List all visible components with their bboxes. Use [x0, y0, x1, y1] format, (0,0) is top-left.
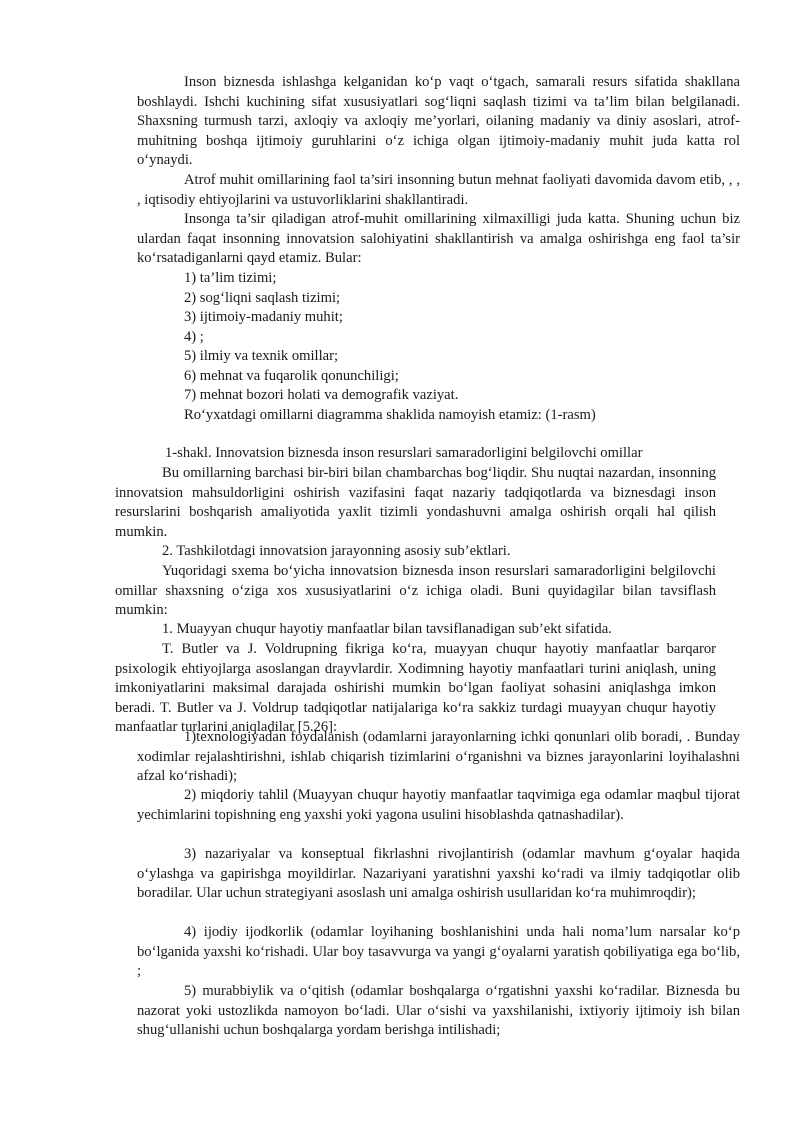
scheme-paragraph: Yuqoridagi sxema bo‘yicha innovatsion biznesda inson resurslari samaradorligini belgilovchi omillar shaxsning o‘ziga xos xususiyatlarini o‘z ichiga oladi. Buni quyidagilar bilan tavsiflash mumkin:	[115, 563, 716, 619]
interest-item-quantitative: 2) miqdoriy tahlil (Muayyan chuqur hayotiy manfaatlar taqvimiga ega odamlar maqbul tijorat yechimlarini topishning eng yaxshi yoki yagona usulini hisoblashda qatnashadilar).	[137, 787, 740, 823]
subject-heading: 1. Muayyan chuqur hayotiy manfaatlar bilan tavsiflanadigan sub’ekt sifatida.	[162, 621, 612, 637]
interest-item-theory: 3) nazariyalar va konseptual fikrlashni rivojlantirish (odamlar mavhum g‘oyalar haqida o‘ylashga va gapirishga moyildirlar. Nazariyani yaratishni yaxshi ko‘radi va ilmiy tadqiqotlar olib boradilar. Ular uchun strategiyani asoslash uni amalga oshirish usullaridan ko‘ra muhimroqdir);	[137, 846, 740, 902]
interest-item-mentoring: 5) murabbiylik va o‘qitish (odamlar boshqalarga o‘rgatishni yaxshi ko‘radilar. Biznesda bu nazorat yoki ustozlikda namoyon bo‘ladi. Ular o‘sishi va yaxshilanishi, ixtiyoriy ijtimoiy ish bilan shug‘ullanishi uchun boshqalarga yordam berishga intilishadi;	[137, 983, 740, 1039]
figure-caption: 1-shakl. Innovatsion biznesda inson resurslari samaradorligini belgilovchi omillar	[165, 445, 643, 461]
intro-paragraph: Inson biznesda ishlashga kelganidan ko‘p vaqt o‘tgach, samarali resurs sifatida shakllana boshlaydi. Ishchi kuchining sifat xususiyatlari sog‘liqni saqlash tizimi va ta’lim bilan belgilanadi. Shaxsning turmush tarzi, axloqiy va axloqiy me’yorlari, oilaning madaniy va diniy asoslari, atrof-muhitning boshqa ijtimoiy guruhlarini o‘z ichiga olgan ijtimoiy-madaniy muhit juda katta rol o‘ynaydi.	[137, 74, 740, 169]
factor-list-item: 3) ijtimoiy-madaniy muhit;	[184, 309, 343, 325]
section-heading: 2. Tashkilotdagi innovatsion jarayonning asosiy sub’ektlari.	[162, 543, 511, 559]
diagram-reference: Ro‘yxatdagi omillarni diagramma shaklida namoyish etamiz: (1-rasm)	[184, 407, 596, 423]
factor-list-item: 6) mehnat va fuqarolik qonunchiligi;	[184, 368, 399, 384]
factor-list-item: 2) sog‘liqni saqlash tizimi;	[184, 290, 341, 306]
interest-item-technology: 1)texnologiyadan foydalanish (odamlarni jarayonlarning ichki qonunlari olib boradi, . Bunday xodimlar rejalashtirishni, ishlab chiqarish tizimlarini o‘rganishni va biznes jarayonlarini loyihalashni afzal ko‘rishadi);	[137, 729, 740, 785]
factor-list-item: 7) mehnat bozori holati va demografik vaziyat.	[184, 387, 459, 403]
factor-list-item: 4) ;	[184, 329, 204, 345]
factors-intro-paragraph: Insonga ta’sir qiladigan atrof-muhit omillarining xilmaxilligi juda katta. Shuning uchun biz ulardan faqat insonning innovatsion salohiyatini shakllantirish va amalga oshirishga eng faol ta’sir ko‘rsatadiganlarni qayd etamiz. Bular:	[137, 211, 740, 267]
factor-list-item: 1) ta’lim tizimi;	[184, 270, 277, 286]
factor-list-item: 5) ilmiy va texnik omillar;	[184, 348, 339, 364]
integration-paragraph: Bu omillarning barchasi bir-biri bilan chambarchas bog‘liqdir. Shu nuqtai nazardan, insonning innovatsion mahsuldorligini oshirish vazifasini faqat nazariy tadqiqotlarda va biznesdagi inson resurslarini boshqarish amaliyotida yaxlit tizimli yondashuvni amalga oshirish orqali hal qilish mumkin.	[115, 465, 716, 540]
environment-paragraph: Atrof muhit omillarining faol ta’siri insonning butun mehnat faoliyati davomida davom etib, , , , iqtisodiy ehtiyojlarini va ustuvorliklarini shakllantiradi.	[137, 172, 740, 208]
butler-voldrup-paragraph: T. Butler va J. Voldrupning fikriga ko‘ra, muayyan chuqur hayotiy manfaatlar barqaror psixologik ehtiyojlarga asoslangan drayvlardir. Xodimning hayotiy manfaatlari turini aniqlash, uning imkoniyatlarini maksimal darajada oshirishi mumkin bo‘lgan faoliyat sohasini aniqlashga imkon beradi. T. Butler va J. Voldrup tadqiqotlar natijalariga ko‘ra sakkiz turdagi muayyan chuqur hayotiy manfaatlar turlarini aniqladilar [5.26]:	[115, 641, 716, 736]
interest-item-creativity: 4) ijodiy ijodkorlik (odamlar loyihaning boshlanishini unda hali noma’lum narsalar ko‘p bo‘lganida yaxshi ko‘rishadi. Ular boy tasavvurga va yangi g‘oyalarni yaratish qobiliyatiga ega bo‘lib, ;	[137, 924, 740, 980]
